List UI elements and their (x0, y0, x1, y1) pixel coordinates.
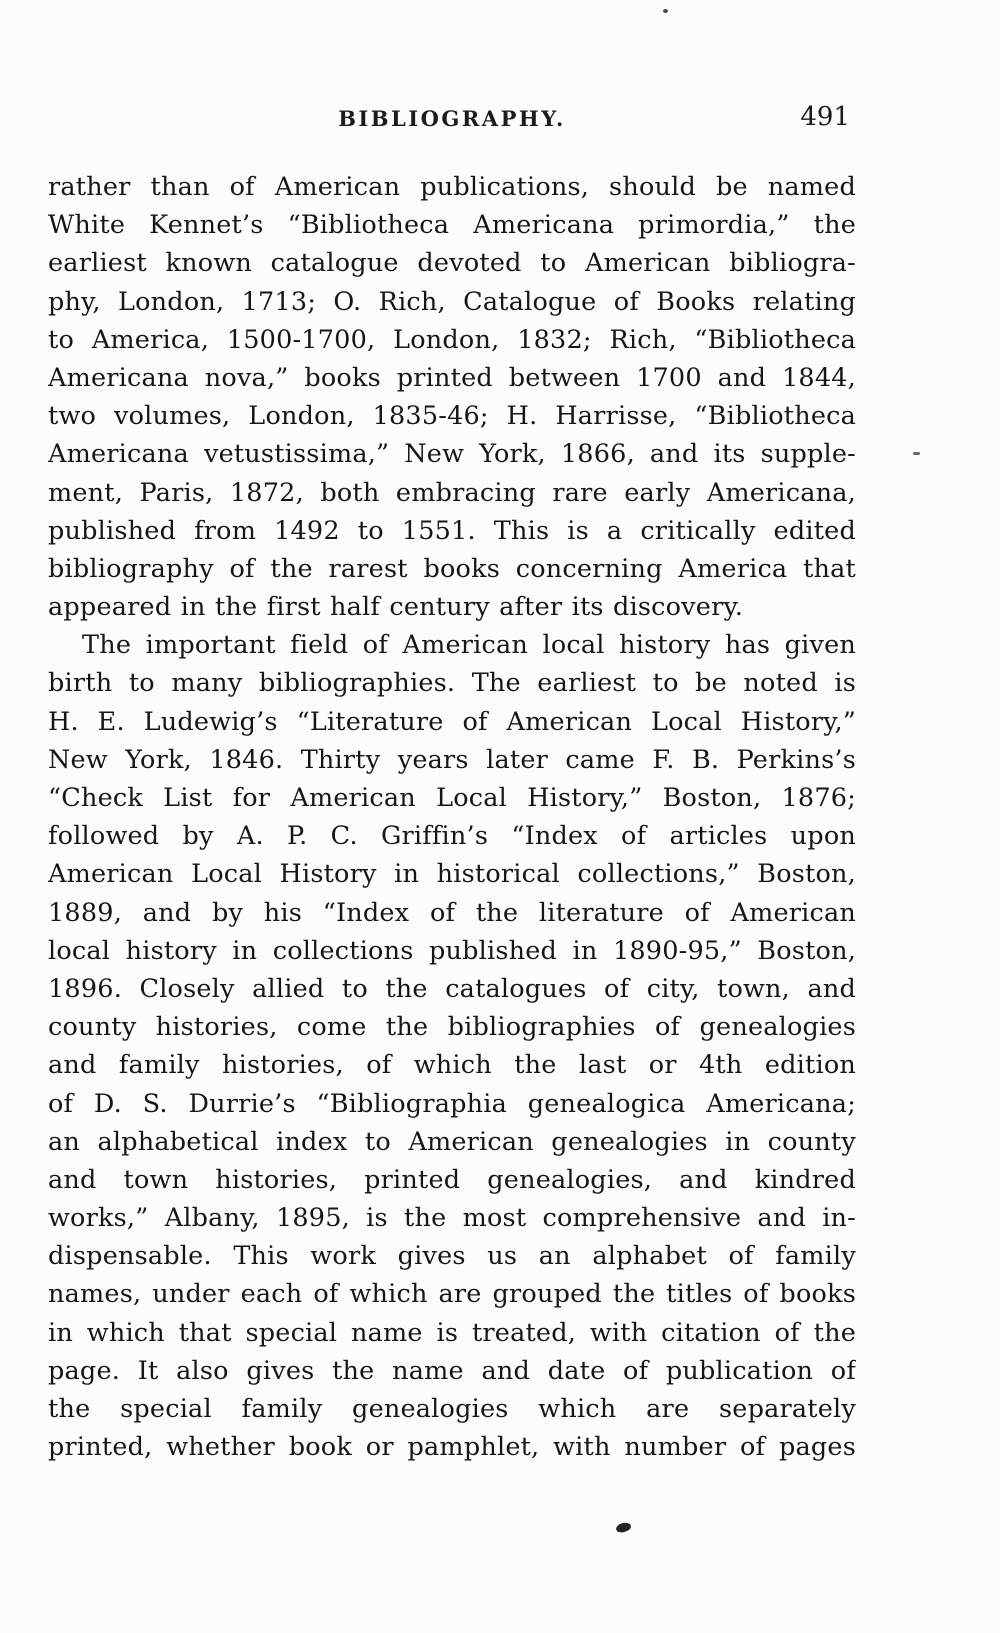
text-line: two volumes, London, 1835-46; H. Harrisse, “Bibliotheca (48, 401, 856, 432)
text-line: works,” Albany, 1895, is the most comprehensive and in- (48, 1203, 856, 1234)
text-line: Americana vetustissima,” New York, 1866, and its supple- (48, 439, 856, 470)
text-line: earliest known catalogue devoted to American bibliogra- (48, 248, 856, 279)
text-line: 1896. Closely allied to the catalogues of city, town, and (48, 973, 856, 1004)
scan-artifact-top-dot (663, 9, 668, 13)
text-line: to America, 1500-1700, London, 1832; Rich, “Bibliotheca (48, 324, 856, 355)
text-line: in which that special name is treated, with citation of the (48, 1317, 856, 1348)
text-line: and town histories, printed genealogies, and kindred (48, 1164, 856, 1195)
text-line: phy, London, 1713; O. Rich, Catalogue of Books relating (48, 286, 856, 317)
text-line: local history in collections published in 1890-95,” Boston, (48, 935, 856, 966)
text-line: printed, whether book or pamphlet, with number of pages (48, 1432, 856, 1463)
running-header (48, 102, 856, 140)
text-line: of D. S. Durrie’s “Bibliographia genealogica Americana; (48, 1088, 856, 1119)
text-line: 1889, and by his “Index of the literature of American (48, 897, 856, 928)
text-line: the special family genealogies which are separately (48, 1394, 856, 1424)
paragraph (48, 168, 856, 626)
text-line: an alphabetical index to American genealogies in county (48, 1126, 856, 1157)
text-line: dispensable. This work gives us an alphabet of family (48, 1241, 856, 1272)
scan-artifact-ink-blob (615, 1521, 632, 1534)
text-line: followed by A. P. C. Griffin’s “Index of articles upon (48, 821, 856, 852)
running-head-title: BIBLIOGRAPHY. (338, 106, 566, 131)
scan-artifact-right-mark (913, 452, 920, 455)
text-line: The important field of American local history has given (82, 630, 856, 661)
paragraph (48, 626, 856, 1466)
text-body (48, 168, 856, 1466)
text-line: New York, 1846. Thirty years later came F. B. Perkins’s (48, 744, 856, 775)
text-line: bibliography of the rarest books concerning America that (48, 553, 856, 584)
text-line: White Kennet’s “Bibliotheca Americana primordia,” the (48, 210, 856, 241)
text-line: rather than of American publications, should be named (48, 172, 856, 202)
text-line: county histories, come the bibliographies of genealogies (48, 1012, 856, 1043)
text-line: Americana nova,” books printed between 1700 and 1844, (48, 362, 856, 393)
text-line: “Check List for American Local History,” Boston, 1876; (48, 783, 856, 813)
text-line: birth to many bibliographies. The earliest to be noted is (48, 668, 856, 699)
text-line: page. It also gives the name and date of publication of (48, 1355, 856, 1386)
text-line: American Local History in historical collections,” Boston, (48, 859, 856, 890)
text-line: ment, Paris, 1872, both embracing rare early Americana, (48, 477, 856, 508)
text-line: H. E. Ludewig’s “Literature of American Local History,” (48, 706, 856, 737)
page-number: 491 (800, 102, 850, 132)
text-line: appeared in the first half century after its discovery. (48, 592, 743, 623)
text-line: published from 1492 to 1551. This is a critically edited (48, 515, 856, 546)
text-line: and family histories, of which the last or 4th edition (48, 1050, 856, 1081)
text-line: names, under each of which are grouped the titles of books (48, 1279, 856, 1310)
